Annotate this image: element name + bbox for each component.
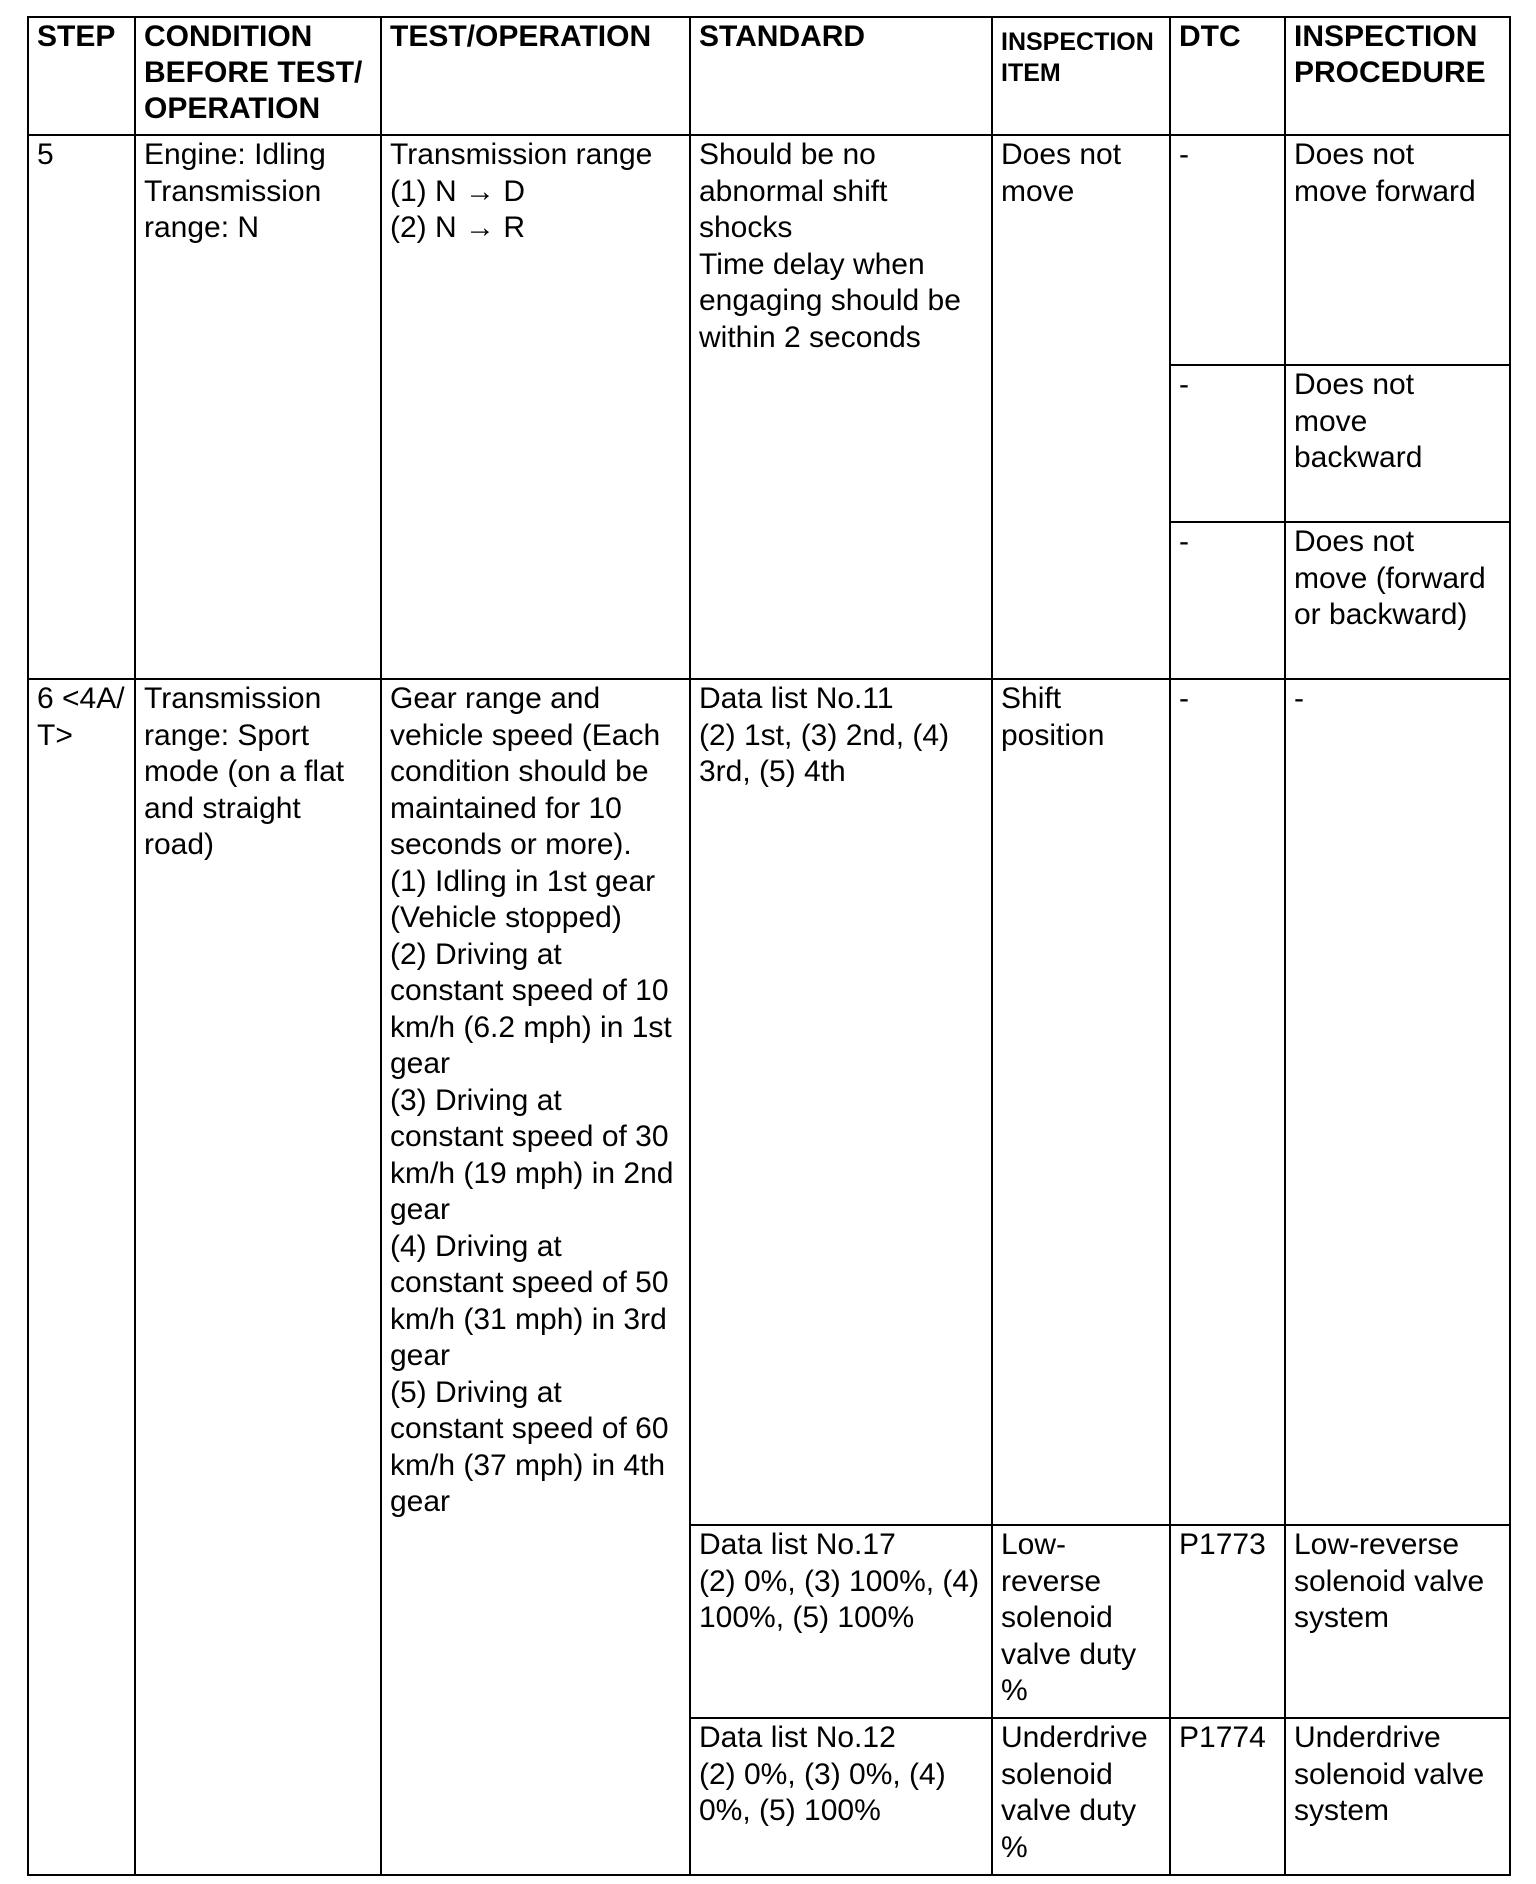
text-line: T> bbox=[37, 718, 73, 752]
step6-row-shift-position bbox=[28, 679, 1510, 1525]
text-line: INSPECTION bbox=[1294, 20, 1478, 53]
text-line: Gear range and bbox=[390, 682, 601, 715]
text-line: mode (on a flat bbox=[144, 755, 345, 788]
text-line: solenoid bbox=[1001, 1601, 1113, 1634]
step6-inspection-item bbox=[992, 1525, 1170, 1718]
text-line: INSPECTION bbox=[1001, 28, 1154, 56]
text-line: 3rd, (5) 4th bbox=[699, 755, 846, 788]
text-line: constant speed of 50 bbox=[390, 1266, 669, 1299]
text-line: move forward bbox=[1294, 174, 1476, 208]
text-line: (3) Driving at bbox=[390, 1083, 562, 1117]
text-line: ITEM bbox=[1001, 59, 1061, 87]
text-line: seconds or more). bbox=[390, 828, 632, 861]
text-line: Does not bbox=[1294, 525, 1415, 558]
text-line: (4) Driving at bbox=[390, 1229, 562, 1263]
step5-procedure bbox=[1285, 522, 1510, 679]
step6-procedure bbox=[1285, 1718, 1510, 1875]
text-line: (2) Driving at bbox=[390, 937, 562, 971]
step6-inspection-item bbox=[992, 1718, 1170, 1875]
text-line: (1) Idling in 1st gear bbox=[390, 864, 656, 898]
text-line: 6 <4A/ bbox=[37, 682, 125, 715]
text-line: Does not bbox=[1294, 368, 1415, 401]
text-line: valve duty bbox=[1001, 1637, 1137, 1671]
text-line: constant speed of 60 bbox=[390, 1412, 669, 1445]
text-line: - bbox=[1294, 682, 1304, 715]
text-line: Data list No.11 bbox=[699, 682, 894, 715]
text-line: Should be no bbox=[699, 138, 876, 171]
header-condition bbox=[135, 17, 381, 135]
header-inspection-procedure bbox=[1285, 17, 1510, 135]
step5-inspection-item bbox=[992, 135, 1170, 679]
text-line: gear bbox=[390, 1193, 451, 1226]
text-line: % bbox=[1001, 1674, 1028, 1707]
text-line: move bbox=[1294, 404, 1368, 438]
step5-test-operation bbox=[381, 135, 690, 679]
header-inspection-item bbox=[992, 17, 1170, 135]
text-line: OPERATION bbox=[144, 92, 321, 125]
text-line: Shift bbox=[1001, 682, 1062, 715]
text-line: move bbox=[1001, 174, 1075, 208]
step6-dtc: P1774 bbox=[1170, 1718, 1285, 1875]
text-line: solenoid valve bbox=[1294, 1757, 1485, 1791]
text-line: (2) N → R bbox=[390, 211, 525, 244]
text-line: CONDITION bbox=[144, 20, 313, 53]
text-line: system bbox=[1294, 1794, 1390, 1827]
text-line: road) bbox=[144, 828, 215, 861]
step5-procedure bbox=[1285, 135, 1510, 365]
header-step: STEP bbox=[28, 17, 135, 135]
text-line: move (forward bbox=[1294, 561, 1486, 595]
text-line: solenoid bbox=[1001, 1757, 1113, 1791]
text-line: Underdrive bbox=[1294, 1721, 1441, 1754]
step5-dtc: - bbox=[1170, 522, 1285, 679]
text-line: (2) 0%, (3) 0%, (4) bbox=[699, 1757, 946, 1791]
text-line: km/h (37 mph) in 4th bbox=[390, 1448, 666, 1482]
text-line: Underdrive bbox=[1001, 1721, 1148, 1754]
inspection-table bbox=[27, 16, 1511, 1876]
text-line: Low- bbox=[1001, 1528, 1067, 1561]
header-standard: STANDARD bbox=[690, 17, 992, 135]
step6-procedure bbox=[1285, 679, 1510, 1525]
step6-standard bbox=[690, 1525, 992, 1718]
text-line: km/h (19 mph) in 2nd bbox=[390, 1156, 674, 1190]
text-line: range: N bbox=[144, 211, 260, 244]
text-line: % bbox=[1001, 1830, 1028, 1864]
text-line: position bbox=[1001, 718, 1105, 752]
text-line: (2) 0%, (3) 100%, (4) bbox=[699, 1564, 980, 1598]
step6-standard bbox=[690, 1718, 992, 1875]
text-line: Engine: Idling bbox=[144, 138, 326, 171]
text-line: or backward) bbox=[1294, 598, 1468, 631]
text-line: (5) Driving at bbox=[390, 1375, 562, 1409]
step6-procedure bbox=[1285, 1525, 1510, 1718]
text-line: km/h (6.2 mph) in 1st bbox=[390, 1010, 672, 1044]
text-line: gear bbox=[390, 1047, 451, 1080]
text-line: (Vehicle stopped) bbox=[390, 901, 622, 934]
header-dtc: DTC bbox=[1170, 17, 1285, 135]
text-line: gear bbox=[390, 1339, 451, 1372]
text-line: condition should be bbox=[390, 755, 649, 788]
text-line: 100%, (5) 100% bbox=[699, 1601, 915, 1634]
text-line: BEFORE TEST/ bbox=[144, 56, 363, 89]
step5-dtc: - bbox=[1170, 135, 1285, 365]
text-line: gear bbox=[390, 1485, 451, 1518]
text-line: valve duty bbox=[1001, 1794, 1137, 1827]
header-row bbox=[28, 17, 1510, 135]
text-line: system bbox=[1294, 1601, 1390, 1634]
text-line: constant speed of 30 bbox=[390, 1120, 669, 1153]
step6-dtc: P1773 bbox=[1170, 1525, 1285, 1718]
text-line: within 2 seconds bbox=[699, 320, 921, 354]
text-line: Transmission bbox=[144, 682, 322, 715]
text-line: km/h (31 mph) in 3rd bbox=[390, 1302, 667, 1336]
text-line: Low-reverse bbox=[1294, 1528, 1460, 1561]
text-line: Does not bbox=[1001, 138, 1122, 171]
text-line: PROCEDURE bbox=[1294, 56, 1486, 89]
text-line: Data list No.12 bbox=[699, 1721, 896, 1754]
step6-inspection-item bbox=[992, 679, 1170, 1525]
step6-step bbox=[28, 679, 135, 1875]
step6-dtc: - bbox=[1170, 679, 1285, 1525]
text-line: Transmission range bbox=[390, 138, 653, 171]
text-line: vehicle speed (Each bbox=[390, 718, 661, 752]
text-line: Does not bbox=[1294, 138, 1415, 171]
text-line: abnormal shift bbox=[699, 174, 888, 208]
text-line: Data list No.17 bbox=[699, 1528, 896, 1561]
text-line: constant speed of 10 bbox=[390, 974, 669, 1007]
step6-condition bbox=[135, 679, 381, 1875]
step5-dtc: - bbox=[1170, 365, 1285, 522]
step5-condition bbox=[135, 135, 381, 679]
text-line: shocks bbox=[699, 211, 793, 244]
step5-row-forward bbox=[28, 135, 1510, 365]
text-line: Time delay when bbox=[699, 247, 925, 281]
text-line: range: Sport bbox=[144, 718, 310, 752]
text-line: (2) 1st, (3) 2nd, (4) bbox=[699, 718, 950, 752]
step5-procedure bbox=[1285, 365, 1510, 522]
text-line: maintained for 10 bbox=[390, 791, 622, 825]
text-line: and straight bbox=[144, 791, 301, 825]
text-line: reverse bbox=[1001, 1564, 1102, 1598]
text-line: solenoid valve bbox=[1294, 1564, 1485, 1598]
step6-test-operation bbox=[381, 679, 690, 1875]
step5-standard bbox=[690, 135, 992, 679]
text-line: (1) N → D bbox=[390, 174, 525, 208]
text-line: Transmission bbox=[144, 174, 322, 208]
step6-standard bbox=[690, 679, 992, 1525]
text-line: 0%, (5) 100% bbox=[699, 1794, 881, 1827]
text-line: backward bbox=[1294, 441, 1423, 474]
text-line: engaging should be bbox=[699, 284, 961, 317]
header-test-operation: TEST/OPERATION bbox=[381, 17, 690, 135]
step5-step: 5 bbox=[28, 135, 135, 679]
